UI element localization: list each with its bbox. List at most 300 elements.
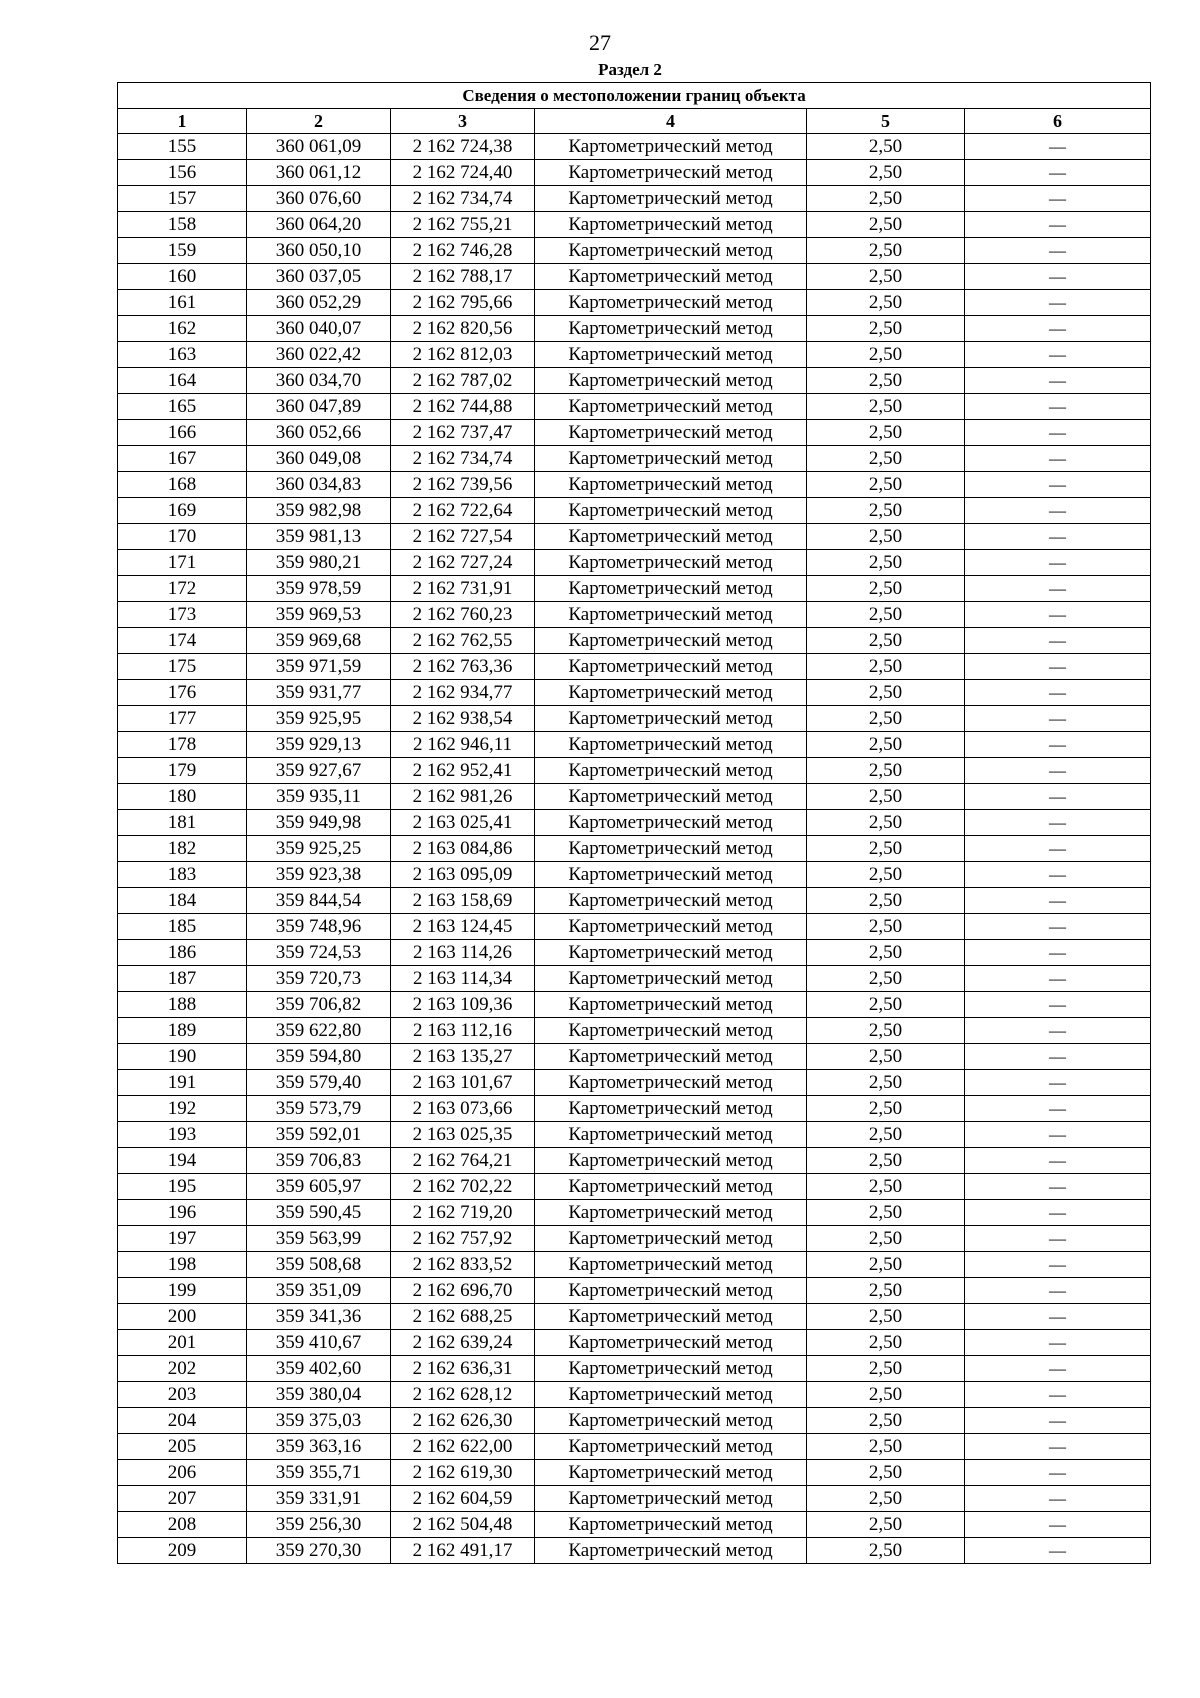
point-number-cell: 201 [118,1330,247,1356]
method-cell: Картометрический метод [535,290,807,316]
accuracy-cell: 2,50 [807,1018,965,1044]
y-coordinate-cell: 2 162 763,36 [391,654,535,680]
y-coordinate-cell: 2 162 504,48 [391,1512,535,1538]
method-cell: Картометрический метод [535,394,807,420]
method-cell: Картометрический метод [535,1200,807,1226]
table-row [118,1408,1151,1434]
y-coordinate-cell: 2 162 639,24 [391,1330,535,1356]
method-cell: Картометрический метод [535,654,807,680]
description-cell: — [965,706,1151,732]
method-cell: Картометрический метод [535,732,807,758]
description-cell: — [965,1278,1151,1304]
point-number-cell: 195 [118,1174,247,1200]
table-row [118,1070,1151,1096]
accuracy-cell: 2,50 [807,1122,965,1148]
method-cell: Картометрический метод [535,420,807,446]
method-cell: Картометрический метод [535,810,807,836]
table-row [118,1538,1151,1564]
description-cell: — [965,966,1151,992]
method-cell: Картометрический метод [535,1538,807,1564]
description-cell: — [965,1512,1151,1538]
table-row [118,316,1151,342]
description-cell: — [965,992,1151,1018]
y-coordinate-cell: 2 162 757,92 [391,1226,535,1252]
x-coordinate-cell: 359 594,80 [247,1044,391,1070]
table-row [118,1252,1151,1278]
accuracy-cell: 2,50 [807,836,965,862]
accuracy-cell: 2,50 [807,394,965,420]
table-row [118,654,1151,680]
table-row [118,862,1151,888]
y-coordinate-cell: 2 162 812,03 [391,342,535,368]
method-cell: Картометрический метод [535,316,807,342]
description-cell: — [965,316,1151,342]
table-row [118,524,1151,550]
y-coordinate-cell: 2 162 755,21 [391,212,535,238]
table-row [118,264,1151,290]
x-coordinate-cell: 359 923,38 [247,862,391,888]
table-row [118,1382,1151,1408]
point-number-cell: 203 [118,1382,247,1408]
x-coordinate-cell: 359 508,68 [247,1252,391,1278]
y-coordinate-cell: 2 162 787,02 [391,368,535,394]
table-row [118,1200,1151,1226]
description-cell: — [965,836,1151,862]
x-coordinate-cell: 360 061,12 [247,160,391,186]
table-row [118,1460,1151,1486]
column-number-5: 5 [807,109,965,134]
column-number-6: 6 [965,109,1151,134]
y-coordinate-cell: 2 163 135,27 [391,1044,535,1070]
description-cell: — [965,784,1151,810]
y-coordinate-cell: 2 162 619,30 [391,1460,535,1486]
accuracy-cell: 2,50 [807,1044,965,1070]
x-coordinate-cell: 360 050,10 [247,238,391,264]
method-cell: Картометрический метод [535,680,807,706]
description-cell: — [965,888,1151,914]
accuracy-cell: 2,50 [807,134,965,160]
description-cell: — [965,238,1151,264]
description-cell: — [965,1096,1151,1122]
accuracy-cell: 2,50 [807,784,965,810]
description-cell: — [965,1122,1151,1148]
y-coordinate-cell: 2 162 702,22 [391,1174,535,1200]
y-coordinate-cell: 2 163 073,66 [391,1096,535,1122]
method-cell: Картометрический метод [535,342,807,368]
description-cell: — [965,810,1151,836]
method-cell: Картометрический метод [535,472,807,498]
method-cell: Картометрический метод [535,1460,807,1486]
method-cell: Картометрический метод [535,836,807,862]
table-row [118,810,1151,836]
method-cell: Картометрический метод [535,160,807,186]
x-coordinate-cell: 360 061,09 [247,134,391,160]
accuracy-cell: 2,50 [807,524,965,550]
method-cell: Картометрический метод [535,1070,807,1096]
point-number-cell: 207 [118,1486,247,1512]
table-row [118,992,1151,1018]
column-number-4: 4 [535,109,807,134]
description-cell: — [965,1538,1151,1564]
table-row [118,472,1151,498]
method-cell: Картометрический метод [535,1304,807,1330]
table-body [118,134,1151,1564]
method-cell: Картометрический метод [535,1434,807,1460]
table-row [118,186,1151,212]
table-row [118,1018,1151,1044]
y-coordinate-cell: 2 162 737,47 [391,420,535,446]
table-row [118,368,1151,394]
description-cell: — [965,1070,1151,1096]
description-cell: — [965,1044,1151,1070]
point-number-cell: 167 [118,446,247,472]
method-cell: Картометрический метод [535,966,807,992]
point-number-cell: 192 [118,1096,247,1122]
description-cell: — [965,602,1151,628]
method-cell: Картометрический метод [535,758,807,784]
point-number-cell: 174 [118,628,247,654]
method-cell: Картометрический метод [535,1044,807,1070]
description-cell: — [965,186,1151,212]
description-cell: — [965,160,1151,186]
description-cell: — [965,1018,1151,1044]
x-coordinate-cell: 360 076,60 [247,186,391,212]
point-number-cell: 180 [118,784,247,810]
x-coordinate-cell: 359 605,97 [247,1174,391,1200]
y-coordinate-cell: 2 162 833,52 [391,1252,535,1278]
page-number: 27 [589,30,611,55]
x-coordinate-cell: 359 982,98 [247,498,391,524]
section-title: Раздел 2 [598,60,662,79]
point-number-cell: 186 [118,940,247,966]
point-number-cell: 175 [118,654,247,680]
y-coordinate-cell: 2 163 124,45 [391,914,535,940]
x-coordinate-cell: 359 592,01 [247,1122,391,1148]
y-coordinate-cell: 2 162 722,64 [391,498,535,524]
description-cell: — [965,524,1151,550]
accuracy-cell: 2,50 [807,316,965,342]
x-coordinate-cell: 360 040,07 [247,316,391,342]
table-row [118,290,1151,316]
accuracy-cell: 2,50 [807,1096,965,1122]
method-cell: Картометрический метод [535,1356,807,1382]
accuracy-cell: 2,50 [807,1382,965,1408]
method-cell: Картометрический метод [535,134,807,160]
description-cell: — [965,758,1151,784]
table-row [118,1356,1151,1382]
method-cell: Картометрический метод [535,446,807,472]
x-coordinate-cell: 359 590,45 [247,1200,391,1226]
method-cell: Картометрический метод [535,1486,807,1512]
y-coordinate-cell: 2 162 788,17 [391,264,535,290]
accuracy-cell: 2,50 [807,472,965,498]
point-number-cell: 197 [118,1226,247,1252]
y-coordinate-cell: 2 162 981,26 [391,784,535,810]
method-cell: Картометрический метод [535,992,807,1018]
point-number-cell: 156 [118,160,247,186]
accuracy-cell: 2,50 [807,628,965,654]
x-coordinate-cell: 359 925,25 [247,836,391,862]
point-number-cell: 163 [118,342,247,368]
table-row [118,1122,1151,1148]
y-coordinate-cell: 2 162 764,21 [391,1148,535,1174]
x-coordinate-cell: 359 351,09 [247,1278,391,1304]
x-coordinate-cell: 359 341,36 [247,1304,391,1330]
point-number-cell: 204 [118,1408,247,1434]
accuracy-cell: 2,50 [807,680,965,706]
y-coordinate-cell: 2 162 795,66 [391,290,535,316]
column-number-row [118,109,1151,134]
table-row [118,394,1151,420]
table-row [118,836,1151,862]
accuracy-cell: 2,50 [807,1434,965,1460]
accuracy-cell: 2,50 [807,186,965,212]
table-row [118,784,1151,810]
y-coordinate-cell: 2 162 820,56 [391,316,535,342]
method-cell: Картометрический метод [535,914,807,940]
y-coordinate-cell: 2 163 158,69 [391,888,535,914]
y-coordinate-cell: 2 162 626,30 [391,1408,535,1434]
accuracy-cell: 2,50 [807,1278,965,1304]
accuracy-cell: 2,50 [807,1070,965,1096]
y-coordinate-cell: 2 163 112,16 [391,1018,535,1044]
description-cell: — [965,472,1151,498]
y-coordinate-cell: 2 163 025,41 [391,810,535,836]
description-cell: — [965,576,1151,602]
point-number-cell: 166 [118,420,247,446]
y-coordinate-cell: 2 163 084,86 [391,836,535,862]
point-number-cell: 200 [118,1304,247,1330]
table-row [118,1096,1151,1122]
description-cell: — [965,394,1151,420]
point-number-cell: 155 [118,134,247,160]
point-number-cell: 198 [118,1252,247,1278]
accuracy-cell: 2,50 [807,992,965,1018]
table-row [118,160,1151,186]
accuracy-cell: 2,50 [807,342,965,368]
y-coordinate-cell: 2 162 746,28 [391,238,535,264]
point-number-cell: 178 [118,732,247,758]
point-number-cell: 199 [118,1278,247,1304]
y-coordinate-cell: 2 162 938,54 [391,706,535,732]
description-cell: — [965,1200,1151,1226]
point-number-cell: 187 [118,966,247,992]
x-coordinate-cell: 359 978,59 [247,576,391,602]
description-cell: — [965,1408,1151,1434]
accuracy-cell: 2,50 [807,576,965,602]
x-coordinate-cell: 359 256,30 [247,1512,391,1538]
point-number-cell: 188 [118,992,247,1018]
description-cell: — [965,940,1151,966]
description-cell: — [965,264,1151,290]
method-cell: Картометрический метод [535,602,807,628]
accuracy-cell: 2,50 [807,810,965,836]
y-coordinate-cell: 2 162 622,00 [391,1434,535,1460]
accuracy-cell: 2,50 [807,368,965,394]
x-coordinate-cell: 359 971,59 [247,654,391,680]
method-cell: Картометрический метод [535,1174,807,1200]
point-number-cell: 172 [118,576,247,602]
boundary-coordinates-table [117,82,1151,1564]
method-cell: Картометрический метод [535,1096,807,1122]
point-number-cell: 164 [118,368,247,394]
accuracy-cell: 2,50 [807,1252,965,1278]
point-number-cell: 159 [118,238,247,264]
accuracy-cell: 2,50 [807,290,965,316]
point-number-cell: 194 [118,1148,247,1174]
point-number-cell: 169 [118,498,247,524]
point-number-cell: 160 [118,264,247,290]
method-cell: Картометрический метод [535,784,807,810]
description-cell: — [965,212,1151,238]
x-coordinate-cell: 359 929,13 [247,732,391,758]
y-coordinate-cell: 2 162 719,20 [391,1200,535,1226]
x-coordinate-cell: 360 052,29 [247,290,391,316]
accuracy-cell: 2,50 [807,940,965,966]
description-cell: — [965,1252,1151,1278]
description-cell: — [965,420,1151,446]
x-coordinate-cell: 359 410,67 [247,1330,391,1356]
point-number-cell: 191 [118,1070,247,1096]
table-row [118,1330,1151,1356]
table-row [118,342,1151,368]
description-cell: — [965,1330,1151,1356]
method-cell: Картометрический метод [535,940,807,966]
accuracy-cell: 2,50 [807,1174,965,1200]
table-row [118,1226,1151,1252]
accuracy-cell: 2,50 [807,1538,965,1564]
y-coordinate-cell: 2 162 734,74 [391,186,535,212]
point-number-cell: 193 [118,1122,247,1148]
x-coordinate-cell: 359 969,68 [247,628,391,654]
description-cell: — [965,446,1151,472]
y-coordinate-cell: 2 162 727,54 [391,524,535,550]
point-number-cell: 209 [118,1538,247,1564]
x-coordinate-cell: 359 935,11 [247,784,391,810]
x-coordinate-cell: 359 563,99 [247,1226,391,1252]
point-number-cell: 189 [118,1018,247,1044]
description-cell: — [965,1434,1151,1460]
accuracy-cell: 2,50 [807,862,965,888]
description-cell: — [965,368,1151,394]
x-coordinate-cell: 359 981,13 [247,524,391,550]
point-number-cell: 170 [118,524,247,550]
method-cell: Картометрический метод [535,1512,807,1538]
x-coordinate-cell: 359 573,79 [247,1096,391,1122]
x-coordinate-cell: 360 047,89 [247,394,391,420]
x-coordinate-cell: 359 706,82 [247,992,391,1018]
point-number-cell: 176 [118,680,247,706]
table-row [118,966,1151,992]
y-coordinate-cell: 2 162 731,91 [391,576,535,602]
description-cell: — [965,1460,1151,1486]
description-cell: — [965,1226,1151,1252]
table-row [118,732,1151,758]
point-number-cell: 158 [118,212,247,238]
column-number-3: 3 [391,109,535,134]
point-number-cell: 196 [118,1200,247,1226]
table-row [118,680,1151,706]
accuracy-cell: 2,50 [807,1304,965,1330]
y-coordinate-cell: 2 163 101,67 [391,1070,535,1096]
method-cell: Картометрический метод [535,264,807,290]
column-number-1: 1 [118,109,247,134]
description-cell: — [965,862,1151,888]
y-coordinate-cell: 2 162 934,77 [391,680,535,706]
y-coordinate-cell: 2 162 636,31 [391,1356,535,1382]
table-row [118,446,1151,472]
description-cell: — [965,1304,1151,1330]
table-row [118,758,1151,784]
x-coordinate-cell: 359 375,03 [247,1408,391,1434]
accuracy-cell: 2,50 [807,1148,965,1174]
accuracy-cell: 2,50 [807,1200,965,1226]
method-cell: Картометрический метод [535,1382,807,1408]
method-cell: Картометрический метод [535,888,807,914]
accuracy-cell: 2,50 [807,550,965,576]
description-cell: — [965,732,1151,758]
table-row [118,888,1151,914]
x-coordinate-cell: 359 949,98 [247,810,391,836]
y-coordinate-cell: 2 162 724,40 [391,160,535,186]
x-coordinate-cell: 359 969,53 [247,602,391,628]
y-coordinate-cell: 2 162 762,55 [391,628,535,654]
accuracy-cell: 2,50 [807,1330,965,1356]
x-coordinate-cell: 359 720,73 [247,966,391,992]
point-number-cell: 168 [118,472,247,498]
point-number-cell: 162 [118,316,247,342]
method-cell: Картометрический метод [535,186,807,212]
accuracy-cell: 2,50 [807,264,965,290]
method-cell: Картометрический метод [535,1252,807,1278]
accuracy-cell: 2,50 [807,602,965,628]
y-coordinate-cell: 2 162 724,38 [391,134,535,160]
accuracy-cell: 2,50 [807,1512,965,1538]
y-coordinate-cell: 2 162 628,12 [391,1382,535,1408]
x-coordinate-cell: 359 748,96 [247,914,391,940]
accuracy-cell: 2,50 [807,732,965,758]
description-cell: — [965,1356,1151,1382]
table-caption-row [118,83,1151,109]
x-coordinate-cell: 360 049,08 [247,446,391,472]
description-cell: — [965,914,1151,940]
point-number-cell: 179 [118,758,247,784]
table-caption: Сведения о местоположении границ объекта [118,83,1151,109]
method-cell: Картометрический метод [535,862,807,888]
table-row [118,1044,1151,1070]
y-coordinate-cell: 2 163 114,34 [391,966,535,992]
accuracy-cell: 2,50 [807,966,965,992]
method-cell: Картометрический метод [535,524,807,550]
table-row [118,498,1151,524]
point-number-cell: 165 [118,394,247,420]
point-number-cell: 184 [118,888,247,914]
point-number-cell: 202 [118,1356,247,1382]
accuracy-cell: 2,50 [807,888,965,914]
method-cell: Картометрический метод [535,238,807,264]
accuracy-cell: 2,50 [807,1486,965,1512]
y-coordinate-cell: 2 162 491,17 [391,1538,535,1564]
table-row [118,134,1151,160]
description-cell: — [965,1174,1151,1200]
table-row [118,628,1151,654]
column-number-2: 2 [247,109,391,134]
y-coordinate-cell: 2 163 095,09 [391,862,535,888]
table-row [118,1304,1151,1330]
description-cell: — [965,680,1151,706]
accuracy-cell: 2,50 [807,706,965,732]
method-cell: Картометрический метод [535,1278,807,1304]
